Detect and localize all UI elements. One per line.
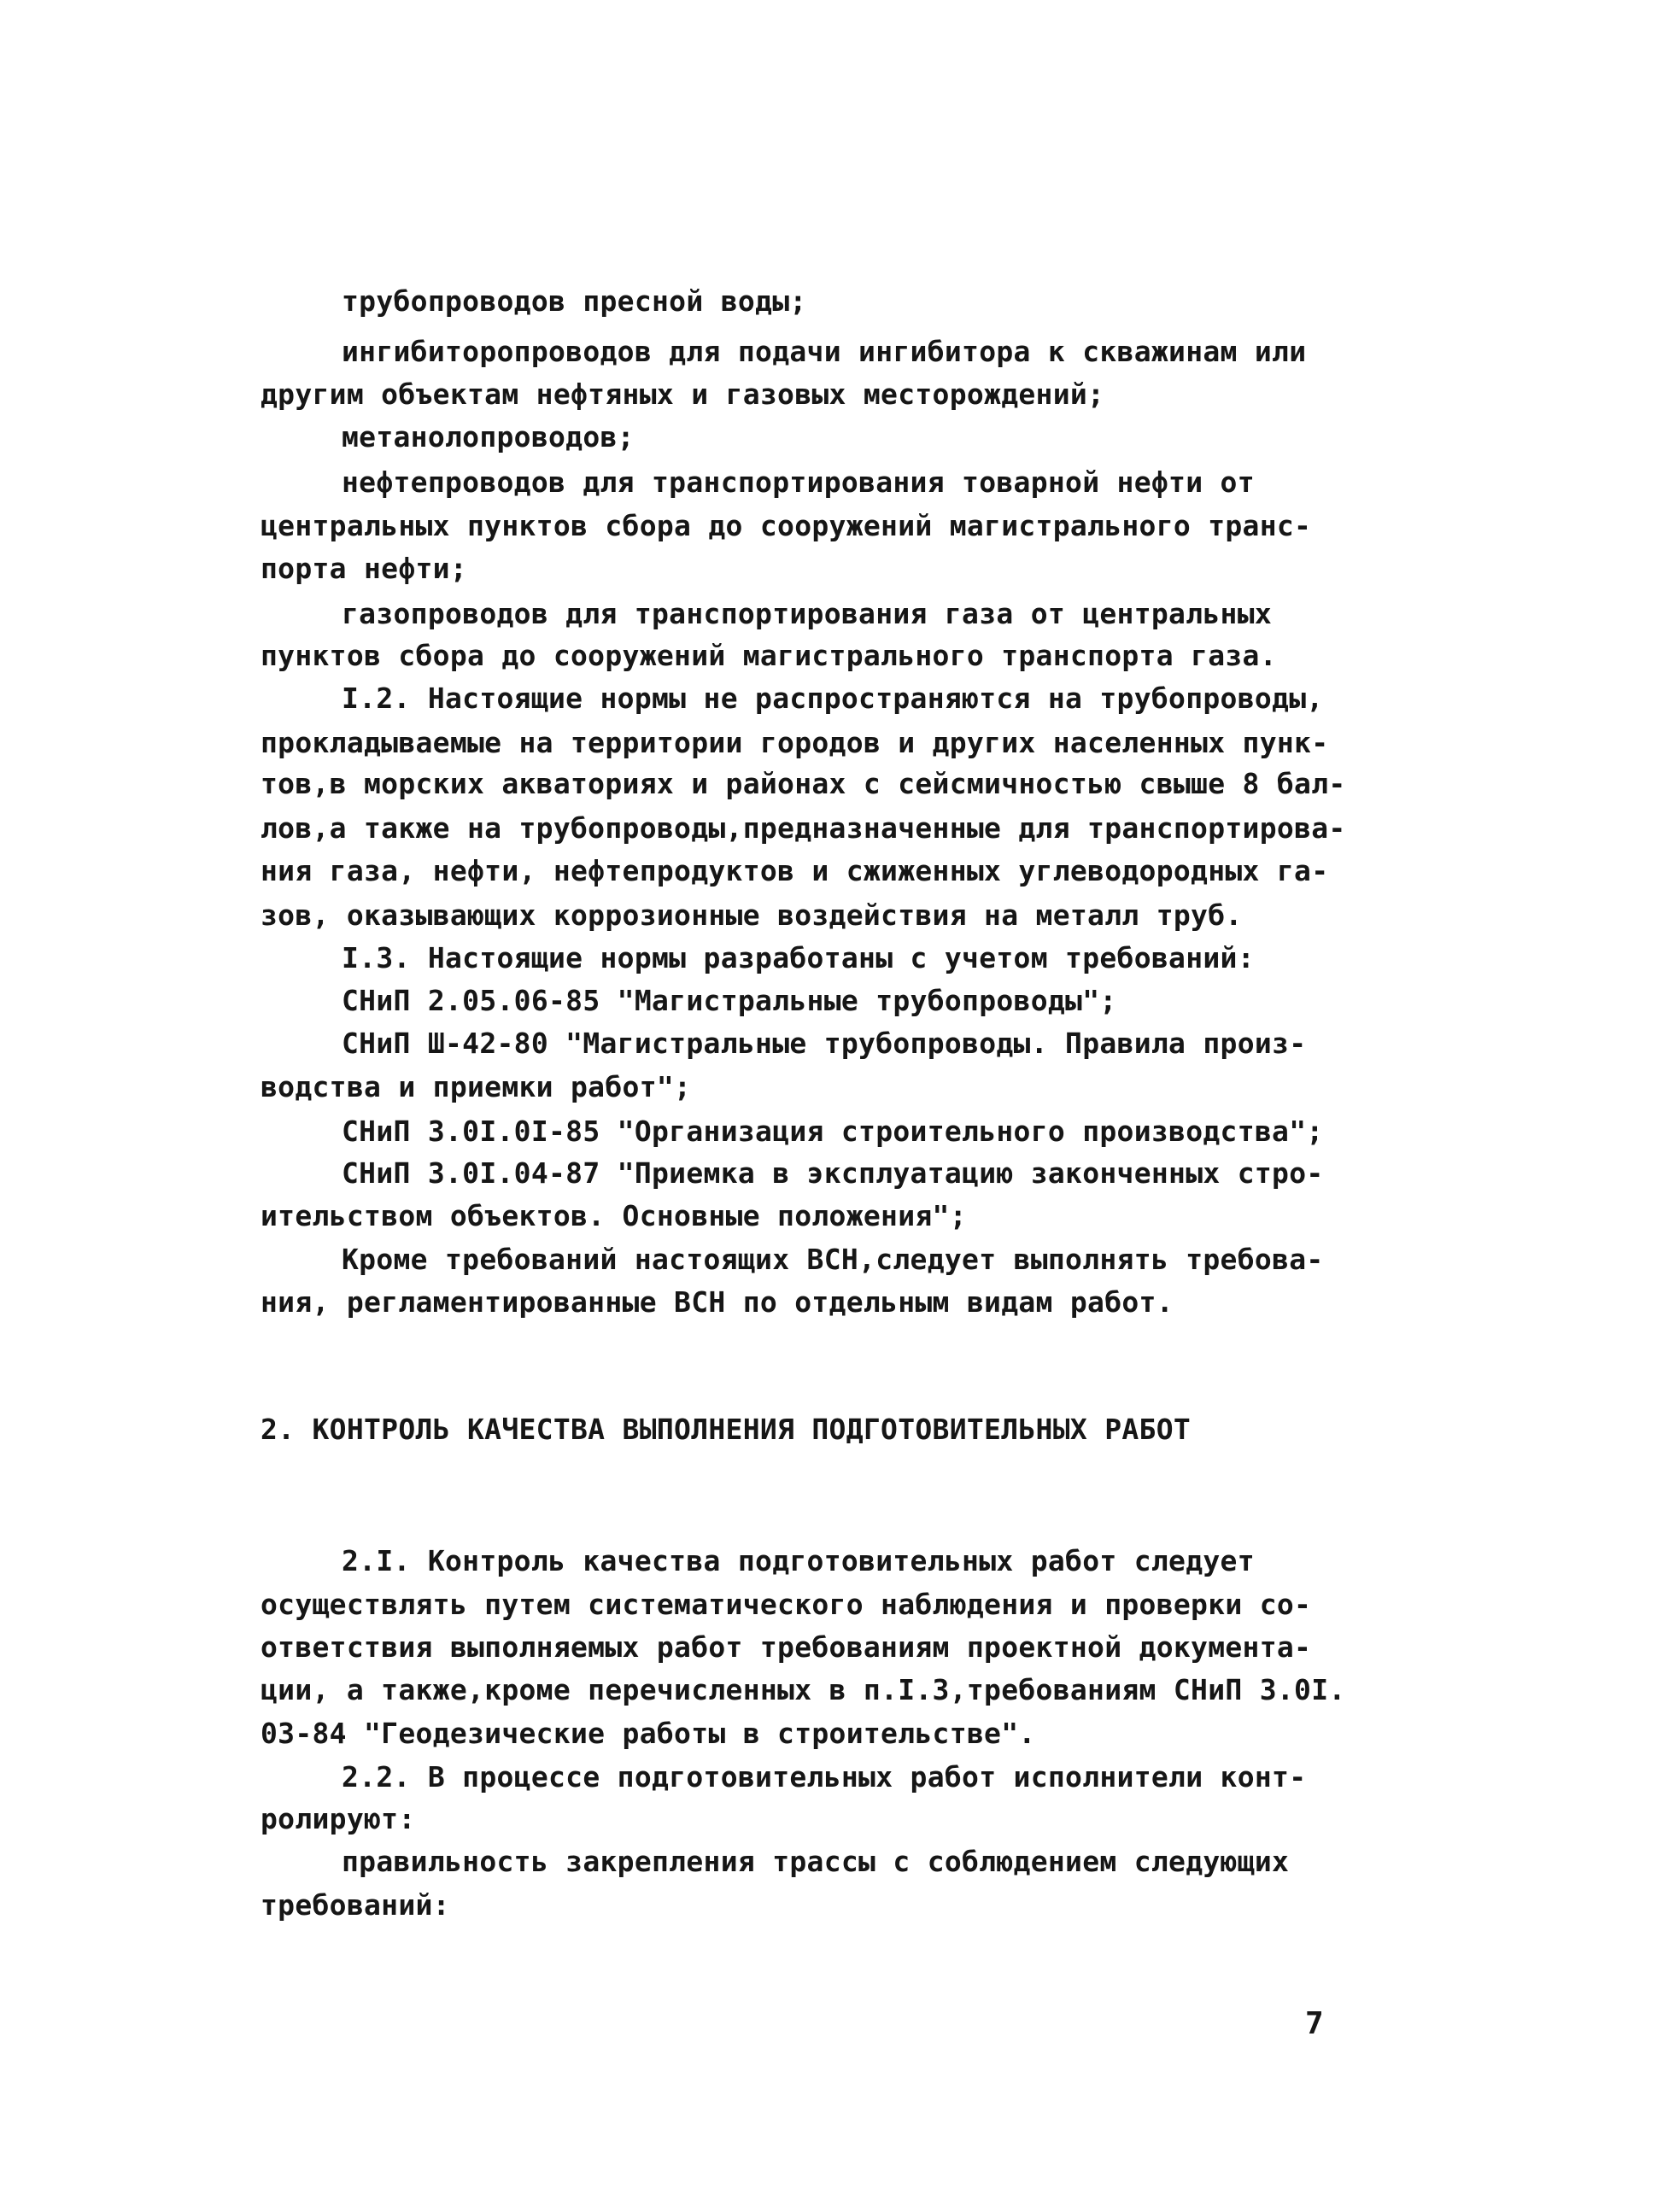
text-line: ния, регламентированные ВСН по отдельным видам работ.	[261, 1285, 1174, 1319]
page-number: 7	[1305, 2006, 1324, 2041]
text-line: ингибиторопроводов для подачи ингибитора к скважинам или	[342, 335, 1307, 368]
text-line: лов,а также на трубопроводы,предназначенные для транспортирова-	[261, 811, 1346, 845]
text-line: ния газа, нефти, нефтепродуктов и сжиженных углеводородных га-	[261, 854, 1329, 887]
text-line: 2.2. В процессе подготовительных работ исполнители конт-	[342, 1760, 1307, 1794]
text-line: газопроводов для транспортирования газа от центральных	[342, 597, 1273, 630]
text-line: СНиП Ш-42-80 "Магистральные трубопроводы. Правила произ-	[342, 1027, 1307, 1060]
text-line: 2.I. Контроль качества подготовительных работ следует	[342, 1544, 1255, 1577]
text-line: СНиП 3.0I.04-87 "Приемка в эксплуатацию законченных стро-	[342, 1156, 1324, 1190]
text-line: 03-84 "Геодезические работы в строительстве".	[261, 1717, 1036, 1750]
text-line: СНиП 3.0I.0I-85 "Организация строительного производства";	[342, 1115, 1324, 1148]
text-line: ительством объектов. Основные положения";	[261, 1199, 967, 1232]
text-line: другим объектам нефтяных и газовых месторождений;	[261, 377, 1105, 411]
text-line: ции, а также,кроме перечисленных в п.I.3,требованиям СНиП 3.0I.	[261, 1673, 1346, 1706]
text-line: требований:	[261, 1888, 450, 1922]
text-line: пунктов сбора до сооружений магистрального транспорта газа.	[261, 639, 1277, 672]
text-line: нефтепроводов для транспортирования товарной нефти от	[342, 465, 1255, 499]
text-line: осуществлять путем систематического наблюдения и проверки со-	[261, 1588, 1312, 1621]
text-line: ролируют:	[261, 1802, 416, 1835]
text-line: водства и приемки работ";	[261, 1070, 692, 1103]
text-line: прокладываемые на территории городов и других населенных пунк-	[261, 726, 1329, 759]
text-line: I.3. Настоящие нормы разработаны с учетом требований:	[342, 941, 1255, 974]
text-line: порта нефти;	[261, 552, 468, 585]
text-line: трубопроводов пресной воды;	[342, 284, 807, 318]
text-line: I.2. Настоящие нормы не распространяются на трубопроводы,	[342, 682, 1324, 715]
text-line: метанолопроводов;	[342, 420, 635, 454]
text-line: центральных пунктов сбора до сооружений магистрального транс-	[261, 509, 1312, 542]
text-line: СНиП 2.05.06-85 "Магистральные трубопроводы";	[342, 984, 1117, 1017]
text-line: Кроме требований настоящих ВСН,следует выполнять требова-	[342, 1243, 1324, 1276]
text-line: ответствия выполняемых работ требованиям проектной документа-	[261, 1630, 1312, 1664]
section-heading: 2. КОНТРОЛЬ КАЧЕСТВА ВЫПОЛНЕНИЯ ПОДГОТОВИТЕЛЬНЫХ РАБОТ	[261, 1413, 1192, 1446]
text-line: тов,в морских акваториях и районах с сейсмичностью свыше 8 бал-	[261, 767, 1346, 800]
text-line: зов, оказывающих коррозионные воздействия на металл труб.	[261, 898, 1243, 932]
text-line: правильность закрепления трассы с соблюдением следующих	[342, 1845, 1290, 1878]
